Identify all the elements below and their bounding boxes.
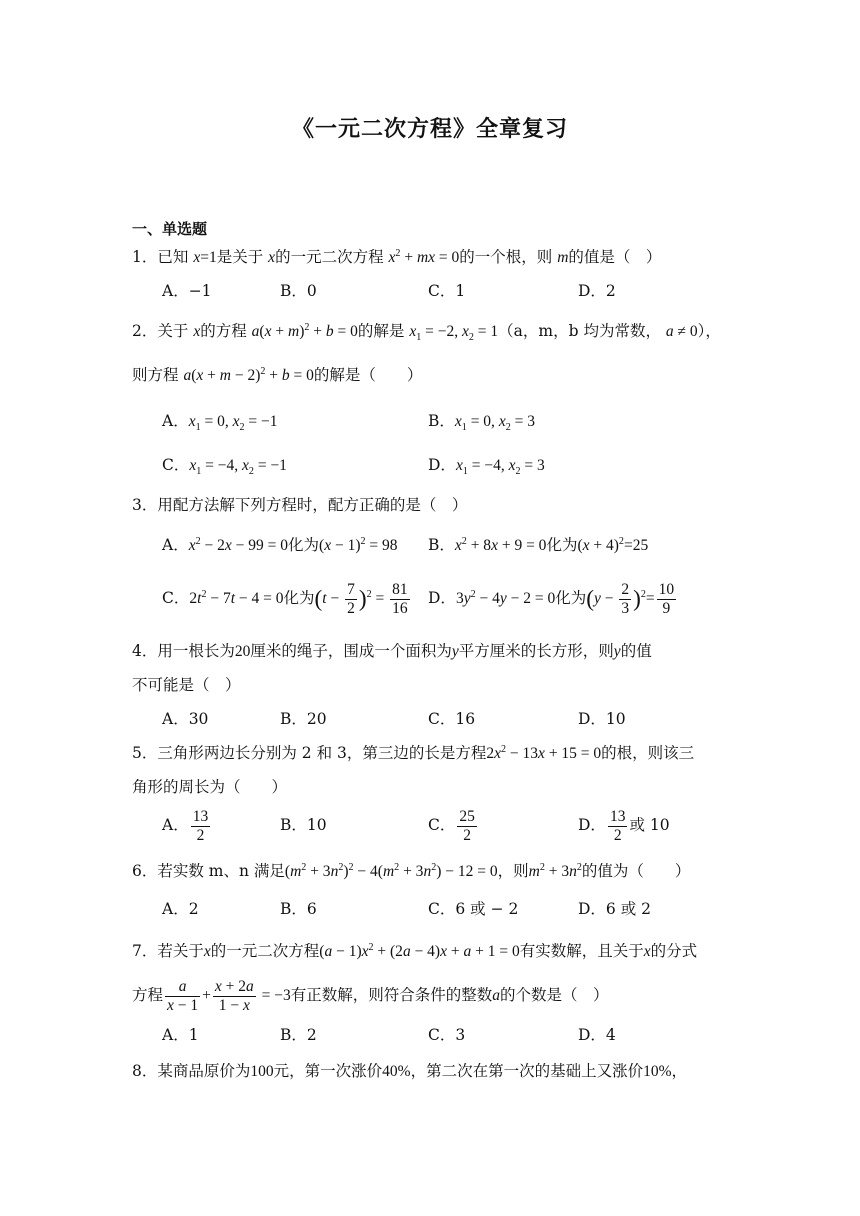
- question-6-option-c: C．6 或 − 2: [428, 900, 519, 918]
- question-7-stem: 7．若关于x的一元二次方程$(a - 1)x^2 + (2a - 4)x + a + 1 = 0$有实数解，且关于x的分式: [132, 941, 698, 960]
- question-3-stem: 3．用配方法解下列方程时，配方正确的是（ ）: [132, 496, 468, 514]
- question-7-option-a: A．1: [162, 1026, 199, 1044]
- question-6-option-d: D．6 或 2: [578, 900, 652, 918]
- question-2-stem-line2: 则方程 $a(x + m - 2)^2 + b = 0$的解是（ ）: [132, 365, 423, 384]
- question-1-stem: 1．已知 x=1是关于 x的一元二次方程 $x^2$ + mx = 0的一个根，则 m的值是（ ）: [132, 247, 662, 266]
- question-5-option-b: B．10: [280, 816, 327, 834]
- question-1-option-d: D．2: [578, 282, 616, 300]
- question-6-option-a: A．2: [162, 900, 199, 918]
- question-2-stem: 2．关于 x的方程 $a(x + m)^2 + b = 0$的解是 $x_1 = -2$, $x_2 = 1(a$，m，b 均为常数， a ≠ 0），: [132, 321, 721, 344]
- question-6-option-b: B．6: [280, 900, 317, 918]
- question-4-stem-line2: 不可能是（ ）: [132, 676, 241, 694]
- section-heading: 一、单选题: [132, 220, 208, 238]
- question-2-option-b: B．$x_1 = 0$, $x_2 = 3$: [428, 412, 535, 434]
- question-2-option-a: A．$x_1 = 0$, $x_2 = -1$: [162, 412, 278, 434]
- question-4-option-c: C．16: [428, 710, 476, 728]
- question-3-option-d: D．$3y^2 - 4y - 2 = 0$化为(y − $\frac{2}{3}$ )$^2$= $\frac{10}{9}$: [428, 580, 675, 617]
- question-5-option-c: C． $\frac{25}{2}$: [428, 807, 475, 844]
- question-7-option-c: C．3: [428, 1026, 466, 1044]
- question-6-stem: 6．若实数 m、n 满足$(m^2 + 3n^2)^2 - 4(m^2 + 3n^2) - 12 = 0$，则$m^2 + 3n^2$的值为（ ）: [132, 861, 691, 880]
- question-5-stem: 5．三角形两边长分别为 2 和 3，第三边的长是方程$2x^2 - 13x + 15 = 0$的根，则该三: [132, 743, 695, 762]
- question-2-option-d: D．$x_1 = -4$, $x_2 = 3$: [428, 456, 545, 478]
- question-3-option-b: B．$x^2 + 8x + 9 = 0$化为$(x + 4)^2=25$: [428, 535, 649, 554]
- question-7-option-b: B．2: [280, 1026, 317, 1044]
- question-5-stem-line2: 角形的周长为（ ）: [132, 778, 288, 796]
- question-1-option-c: C．1: [428, 282, 466, 300]
- question-5-option-d: D． $\frac{13}{2}$ 或 10: [578, 807, 670, 844]
- question-4-option-b: B．20: [280, 710, 327, 728]
- question-3-option-a: A．$x^2 - 2x - 99 = 0$化为$(x - 1)^2 = 98$: [162, 535, 398, 554]
- question-7-stem-line2: 方程 $\frac{a}{x - 1}$ + $\frac{x + 2a}{1 - x}$ = −3有正数解，则符合条件的整数a的个数是（ ）: [132, 977, 609, 1014]
- question-4-stem: 4．用一根长为20厘米的绳子，围成一个面积为y平方厘米的长方形，则y的值: [132, 642, 652, 660]
- question-4-option-a: A．30: [162, 710, 209, 728]
- question-4-option-d: D．10: [578, 710, 626, 728]
- question-7-option-d: D．4: [578, 1026, 616, 1044]
- document-title: 《一元二次方程》全章复习: [291, 117, 568, 142]
- question-3-option-c: C．$2t^2 - 7t - 4 = 0$化为(t − $\frac{7}{2}$ )$^2$ = $\frac{81}{16}$: [162, 580, 408, 617]
- question-2-option-c: C．$x_1 = -4$, $x_2 = -1$: [162, 456, 287, 478]
- question-5-option-a: A． $\frac{13}{2}$: [162, 807, 209, 844]
- question-1-option-a: A．−1: [162, 282, 212, 300]
- question-1-option-b: B．0: [280, 282, 317, 300]
- question-8-stem: 8．某商品原价为100元，第一次涨价40%，第二次在第一次的基础上又涨价10%，: [132, 1062, 688, 1080]
